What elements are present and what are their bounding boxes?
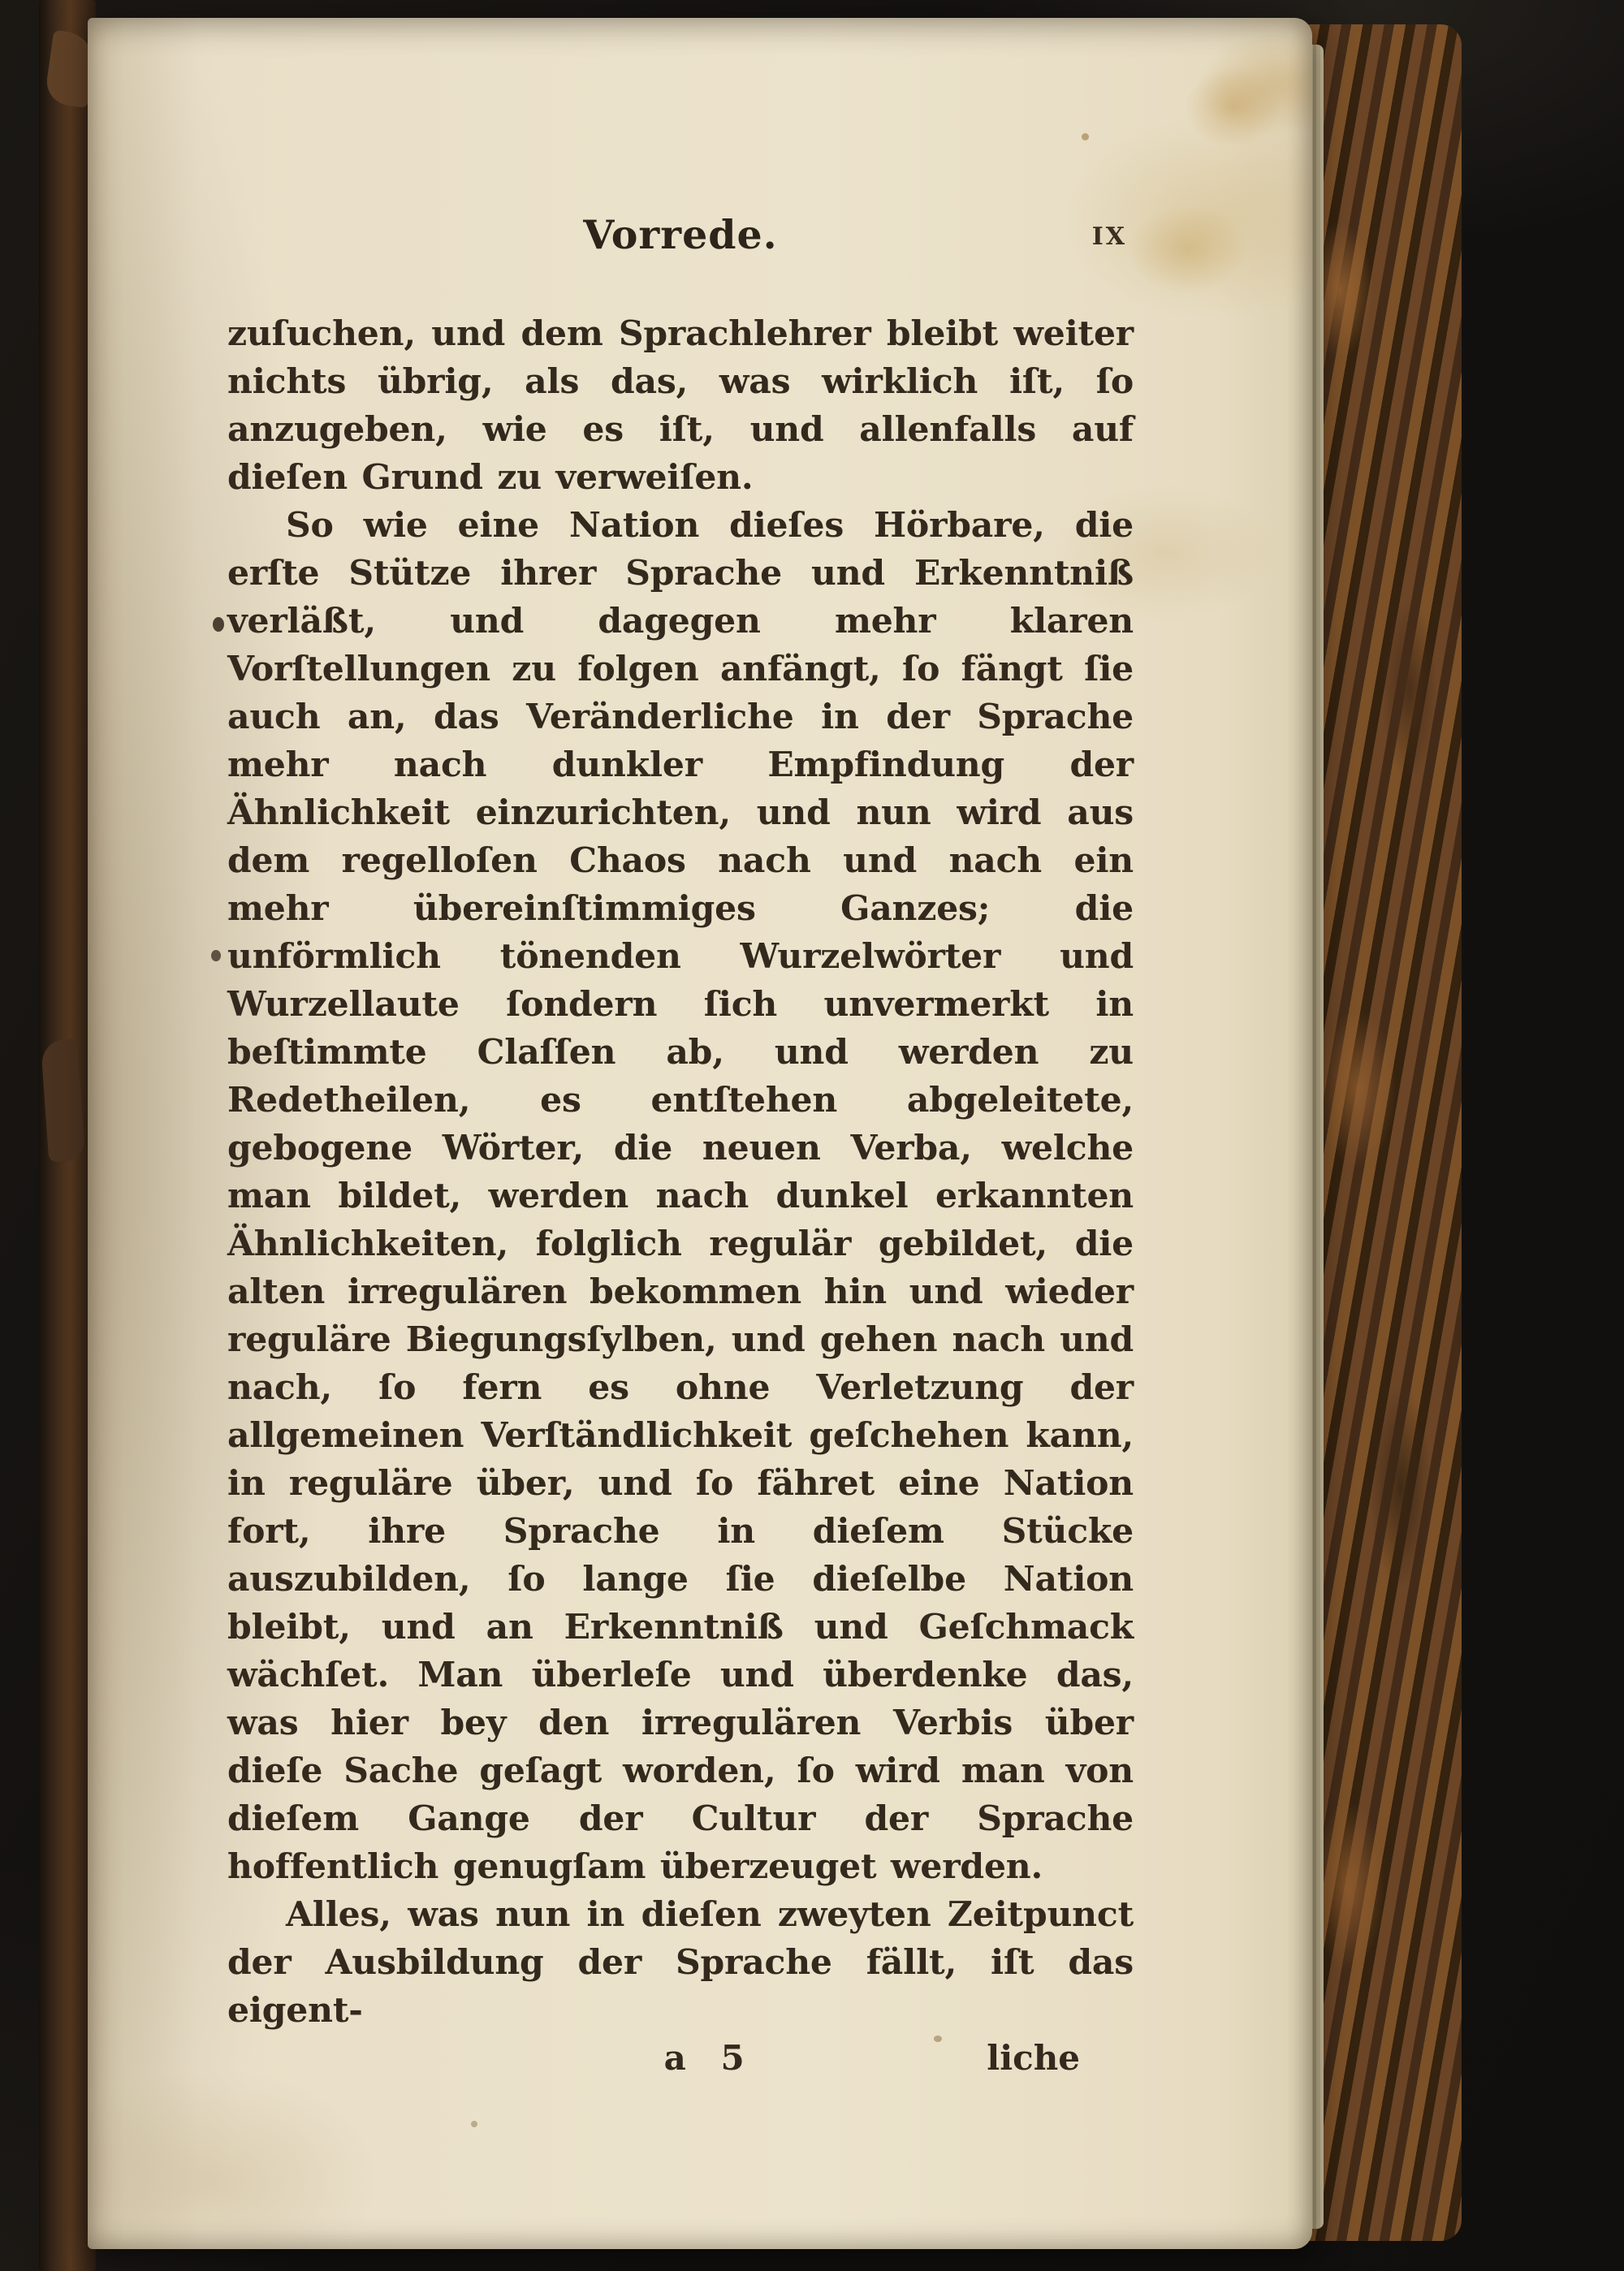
page-footer	[227, 2038, 1134, 2090]
catchword: liche	[987, 2038, 1080, 2078]
body-text	[227, 310, 1134, 2035]
paper-stain	[1184, 67, 1281, 148]
page-number: IX	[1091, 222, 1127, 251]
book-page	[88, 18, 1312, 2249]
ink-speck	[213, 617, 224, 632]
page-header	[227, 211, 1134, 268]
paragraph: Alles, was nun in dieſen zweyten Zeitpunct der Ausbildung der Sprache fällt, iſt das eigent-	[227, 1894, 1134, 2031]
paper-stain	[1127, 205, 1249, 294]
signature-mark: a 5	[663, 2038, 756, 2078]
foxing-speck	[471, 2121, 477, 2127]
foxing-speck	[1082, 133, 1089, 140]
paragraph-continuation: zuſuchen, und dem Sprachlehrer bleibt weiter nichts übrig, als das, was wirklich iſt, ſo anzugeben, wie es iſt, und allenfalls auf dieſen Grund zu verweiſen.	[227, 313, 1134, 498]
page-title: Vorrede.	[583, 211, 778, 258]
foxing-speck	[934, 2036, 942, 2042]
paragraph: So wie eine Nation dieſes Hörbare, die erſte Stütze ihrer Sprache und Erkenntniß verläßt, und dagegen mehr klaren Vorſtellungen zu folgen anfängt, ſo fängt ſie auch an, das Veränderliche in der Sprache mehr nach dunkler Empfindung der Ähnlichkeit einzurichten, und nun wird aus dem regelloſen Chaos nach und nach ein mehr übereinſtimmiges Ganzes; die unförmlich tönenden Wurzelwörter und Wurzellaute ſondern ſich unvermerkt in beſtimmte Claſſen ab, und werden zu Redetheilen, es entſtehen abgeleitete, gebogene Wörter, die neuen Verba, welche man bildet, werden nach dunkel erkannten Ähnlichkeiten, folglich regulär gebildet, die alten irregulären bekommen hin und wieder reguläre Biegungsſylben, und gehen nach und nach, ſo fern es ohne Verletzung der allgemeinen Verſtändlichkeit geſchehen kann, in reguläre über, und ſo fähret eine Nation fort, ihre Sprache in dieſem Stücke auszubilden, ſo lange ſie dieſelbe Nation bleibt, und an Erkenntniß und Geſchmack wächſet. Man überleſe und überdenke das, was hier bey den irregulären Verbis über dieſe Sache geſagt worden, ſo wird man von dieſem Gange der Cultur der Sprache hoffentlich genugſam überzeuget werden.	[227, 505, 1134, 1887]
text-column	[227, 18, 1134, 2249]
ink-speck	[211, 950, 221, 961]
